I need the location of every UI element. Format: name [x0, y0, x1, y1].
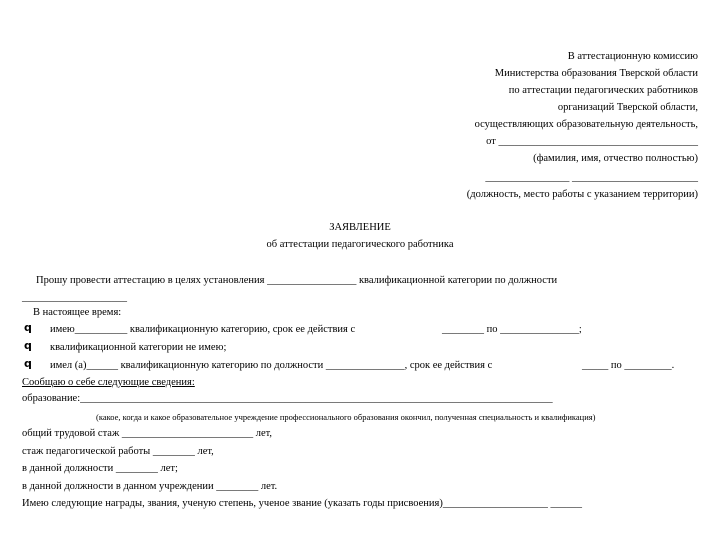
- checkbox-option-3[interactable]: q: [24, 357, 32, 370]
- request-line-continuation: ____________________: [22, 292, 127, 303]
- position-hint: (должность, место работы с указанием территории): [466, 189, 698, 200]
- option-3-tail: _____ по _________.: [582, 360, 675, 371]
- addressee-line-5: осуществляющих образовательную деятельность,: [474, 119, 698, 130]
- addressee-line-4: организаций Тверской области,: [557, 102, 698, 113]
- checkbox-option-1[interactable]: q: [24, 321, 32, 334]
- checkbox-option-2[interactable]: q: [24, 339, 32, 352]
- document-subtitle: об аттестации педагогического работника: [266, 239, 454, 250]
- from-line: от ______________________________________: [486, 136, 698, 147]
- total-experience-line: общий трудовой стаж _________________________ лет,: [22, 428, 273, 439]
- institution-experience-line: в данной должности в данном учреждении ________ лет.: [22, 481, 278, 492]
- option-3-text: имел (а)______ квалификационную категорию по должности _______________, срок ее действия с: [50, 360, 493, 371]
- document-title: ЗАЯВЛЕНИЕ: [329, 222, 391, 233]
- about-label: Сообщаю о себе следующие сведения:: [22, 377, 195, 388]
- addressee-line-1: В аттестационную комиссию: [567, 51, 698, 62]
- position-line: ________________ ________________________: [485, 172, 698, 183]
- option-1-text: имею__________ квалификационную категорию, срок ее действия с: [50, 324, 356, 335]
- addressee-line-3: по аттестации педагогических работников: [508, 85, 698, 96]
- request-line: Прошу провести аттестацию в целях установления _________________ квалификационной категории по должности: [36, 275, 558, 286]
- education-line: образование:__________________________________________________________________________________________: [22, 393, 553, 404]
- option-1-tail: ________ по _______________;: [442, 324, 582, 335]
- option-2-text: квалификационной категории не имею;: [50, 342, 227, 353]
- position-experience-line: в данной должности ________ лет;: [22, 463, 178, 474]
- current-status-label: В настоящее время:: [33, 307, 122, 318]
- awards-line: Имею следующие награды, звания, ученую степень, ученое звание (указать годы присвоения)____________________ ______: [22, 498, 582, 509]
- fio-hint: (фамилия, имя, отчество полностью): [533, 153, 698, 164]
- education-hint: (какое, когда и какое образовательное учреждение профессионального образования окончил, полученная специальность и квалификация): [96, 412, 596, 422]
- teaching-experience-line: стаж педагогической работы ________ лет,: [22, 446, 214, 457]
- addressee-line-2: Министерства образования Тверской области: [494, 68, 698, 79]
